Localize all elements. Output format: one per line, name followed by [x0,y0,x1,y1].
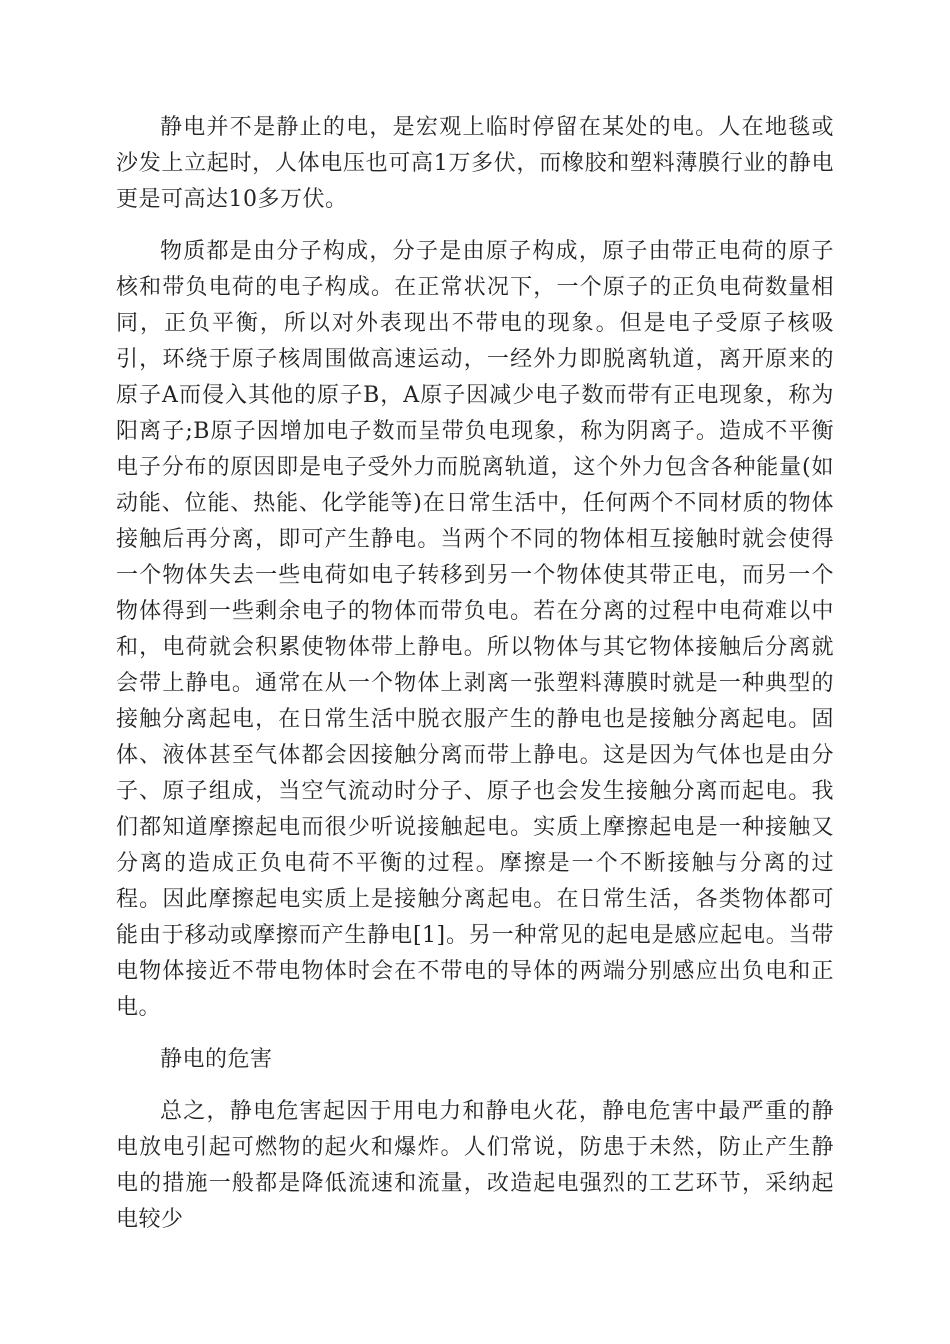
section-heading: 静电的危害 [160,1047,273,1072]
paragraph-intro: 静电并不是静止的电，是宏观上临时停留在某处的电。人在地毯或沙发上立起时，人体电压也可高1万多伏，而橡胶和塑料薄膜行业的静电更是可高达10多万伏。 [116,115,834,212]
paragraph-principle: 物质都是由分子构成，分子是由原子构成，原子由带正电荷的原子核和带负电荷的电子构成。在正常状况下，一个原子的正负电荷数量相同，正负平衡，所以对外表现出不带电的现象。但是电子受原子核吸引，环绕于原子核周围做高速运动，一经外力即脱离轨道，离开原来的原子A而侵入其他的原子B，A原子因减少电子数而带有正电现象，称为阳离子;B原子因增加电子数而呈带负电现象，称为阴离子。造成不平衡电子分布的原因即是电子受外力而脱离轨道，这个外力包含各种能量(如动能、位能、热能、化学能等)在日常生活中，任何两个不同材质的物体接触后再分离，即可产生静电。当两个不同的物体相互接触时就会使得一个物体失去一些电荷如电子转移到另一个物体使其带正电，而另一个物体得到一些剩余电子的物体而带负电。若在分离的过程中电荷难以中和，电荷就会积累使物体带上静电。所以物体与其它物体接触后分离就会带上静电。通常在从一个物体上剥离一张塑料薄膜时就是一种典型的接触分离起电，在日常生活中脱衣服产生的静电也是接触分离起电。固体、液体甚至气体都会因接触分离而带上静电。这是因为气体也是由分子、原子组成，当空气流动时分子、原子也会发生接触分离而起电。我们都知道摩擦起电而很少听说接触起电。实质上摩擦起电是一种接触又分离的造成正负电荷不平衡的过程。摩擦是一个不断接触与分离的过程。因此摩擦起电实质上是接触分离起电。在日常生活，各类物体都可能由于移动或摩擦而产生静电[1]。另一种常见的起电是感应起电。当带电物体接近不带电物体时会在不带电的导体的两端分别感应出负电和正电。 [116,239,834,1020]
paragraph-hazards: 总之，静电危害起因于用电力和静电火花，静电危害中最严重的静电放电引起可燃物的起火和爆炸。人们常说，防患于未然，防止产生静电的措施一般都是降低流速和流量，改造起电强烈的工艺环节，采纳起电较少 [116,1099,834,1232]
document-body [116,110,834,1254]
